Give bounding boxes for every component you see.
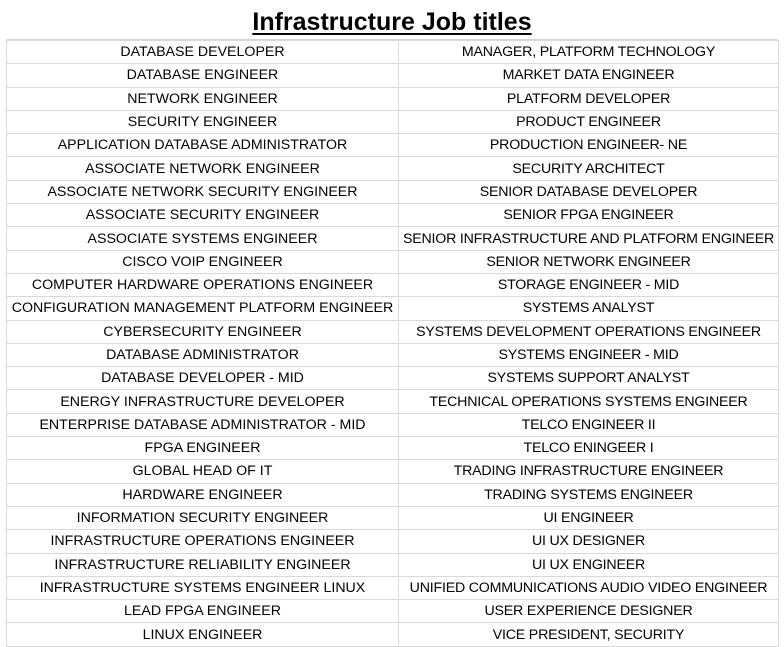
job-title-cell-col-a[interactable]: ENTERPRISE DATABASE ADMINISTRATOR - MID xyxy=(7,413,399,436)
job-title-cell-col-a[interactable]: DATABASE DEVELOPER - MID xyxy=(7,367,399,390)
job-title-cell-col-a[interactable]: NETWORK ENGINEER xyxy=(7,87,399,110)
job-titles-body xyxy=(7,41,779,647)
job-title-cell-col-b[interactable]: PRODUCTION ENGINEER- NE xyxy=(399,134,779,157)
job-title-cell-col-b[interactable]: TECHNICAL OPERATIONS SYSTEMS ENGINEER xyxy=(399,390,779,413)
job-title-cell-col-a[interactable]: ENERGY INFRASTRUCTURE DEVELOPER xyxy=(7,390,399,413)
job-title-cell-col-b[interactable]: SENIOR DATABASE DEVELOPER xyxy=(399,180,779,203)
table-row xyxy=(7,204,779,227)
job-title-cell-col-b[interactable]: SYSTEMS DEVELOPMENT OPERATIONS ENGINEER xyxy=(399,320,779,343)
job-title-cell-col-b[interactable]: SENIOR FPGA ENGINEER xyxy=(399,204,779,227)
job-title-cell-col-b[interactable]: UI ENGINEER xyxy=(399,506,779,529)
table-row xyxy=(7,320,779,343)
job-title-cell-col-a[interactable]: APPLICATION DATABASE ADMINISTRATOR xyxy=(7,134,399,157)
job-title-cell-col-a[interactable]: INFORMATION SECURITY ENGINEER xyxy=(7,506,399,529)
job-title-cell-col-a[interactable]: INFRASTRUCTURE RELIABILITY ENGINEER xyxy=(7,553,399,576)
job-title-cell-col-b[interactable]: VICE PRESIDENT, SECURITY xyxy=(399,623,779,646)
job-title-cell-col-a[interactable]: COMPUTER HARDWARE OPERATIONS ENGINEER xyxy=(7,273,399,296)
table-row xyxy=(7,250,779,273)
job-title-cell-col-b[interactable]: TELCO ENINGEER I xyxy=(399,437,779,460)
table-row xyxy=(7,367,779,390)
job-title-cell-col-b[interactable]: UNIFIED COMMUNICATIONS AUDIO VIDEO ENGINEER xyxy=(399,576,779,599)
job-title-cell-col-a[interactable]: CISCO VOIP ENGINEER xyxy=(7,250,399,273)
job-title-cell-col-b[interactable]: SENIOR NETWORK ENGINEER xyxy=(399,250,779,273)
table-row xyxy=(7,87,779,110)
job-title-cell-col-a[interactable]: CYBERSECURITY ENGINEER xyxy=(7,320,399,343)
job-title-cell-col-a[interactable]: FPGA ENGINEER xyxy=(7,437,399,460)
job-title-cell-col-a[interactable]: GLOBAL HEAD OF IT xyxy=(7,460,399,483)
table-row xyxy=(7,110,779,133)
table-row xyxy=(7,297,779,320)
table-row xyxy=(7,506,779,529)
job-title-cell-col-a[interactable]: ASSOCIATE SECURITY ENGINEER xyxy=(7,204,399,227)
table-row xyxy=(7,390,779,413)
table-row xyxy=(7,64,779,87)
job-title-cell-col-b[interactable]: SYSTEMS ANALYST xyxy=(399,297,779,320)
job-title-cell-col-b[interactable]: UI UX DESIGNER xyxy=(399,530,779,553)
job-title-cell-col-b[interactable]: MANAGER, PLATFORM TECHNOLOGY xyxy=(399,41,779,64)
table-row xyxy=(7,530,779,553)
table-row xyxy=(7,273,779,296)
job-title-cell-col-b[interactable]: USER EXPERIENCE DESIGNER xyxy=(399,600,779,623)
table-row xyxy=(7,413,779,436)
sheet-title[interactable]: Infrastructure Job titles xyxy=(6,0,778,40)
table-row xyxy=(7,553,779,576)
job-title-cell-col-b[interactable]: MARKET DATA ENGINEER xyxy=(399,64,779,87)
job-title-cell-col-b[interactable]: TRADING INFRASTRUCTURE ENGINEER xyxy=(399,460,779,483)
job-title-cell-col-b[interactable]: SYSTEMS ENGINEER - MID xyxy=(399,343,779,366)
job-title-cell-col-a[interactable]: DATABASE ADMINISTRATOR xyxy=(7,343,399,366)
job-title-cell-col-a[interactable]: DATABASE DEVELOPER xyxy=(7,41,399,64)
table-row xyxy=(7,576,779,599)
job-title-cell-col-b[interactable]: SENIOR INFRASTRUCTURE AND PLATFORM ENGINEER xyxy=(399,227,779,250)
table-row xyxy=(7,180,779,203)
table-row xyxy=(7,600,779,623)
table-row xyxy=(7,460,779,483)
job-title-cell-col-b[interactable]: PLATFORM DEVELOPER xyxy=(399,87,779,110)
job-title-cell-col-a[interactable]: HARDWARE ENGINEER xyxy=(7,483,399,506)
table-row xyxy=(7,134,779,157)
job-title-cell-col-a[interactable]: ASSOCIATE SYSTEMS ENGINEER xyxy=(7,227,399,250)
job-title-cell-col-a[interactable]: INFRASTRUCTURE OPERATIONS ENGINEER xyxy=(7,530,399,553)
job-title-cell-col-a[interactable]: CONFIGURATION MANAGEMENT PLATFORM ENGINEER xyxy=(7,297,399,320)
table-row xyxy=(7,437,779,460)
job-title-cell-col-b[interactable]: SECURITY ARCHITECT xyxy=(399,157,779,180)
job-title-cell-col-b[interactable]: TELCO ENGINEER II xyxy=(399,413,779,436)
job-title-cell-col-a[interactable]: SECURITY ENGINEER xyxy=(7,110,399,133)
table-row xyxy=(7,157,779,180)
job-title-cell-col-b[interactable]: TRADING SYSTEMS ENGINEER xyxy=(399,483,779,506)
job-title-cell-col-a[interactable]: INFRASTRUCTURE SYSTEMS ENGINEER LINUX xyxy=(7,576,399,599)
table-row xyxy=(7,343,779,366)
job-title-cell-col-a[interactable]: DATABASE ENGINEER xyxy=(7,64,399,87)
job-titles-table xyxy=(6,40,779,647)
table-row xyxy=(7,623,779,646)
job-title-cell-col-a[interactable]: LINUX ENGINEER xyxy=(7,623,399,646)
job-title-cell-col-b[interactable]: STORAGE ENGINEER - MID xyxy=(399,273,779,296)
job-title-cell-col-b[interactable]: UI UX ENGINEER xyxy=(399,553,779,576)
job-title-cell-col-b[interactable]: SYSTEMS SUPPORT ANALYST xyxy=(399,367,779,390)
job-title-cell-col-a[interactable]: LEAD FPGA ENGINEER xyxy=(7,600,399,623)
table-row xyxy=(7,483,779,506)
job-title-cell-col-b[interactable]: PRODUCT ENGINEER xyxy=(399,110,779,133)
job-title-cell-col-a[interactable]: ASSOCIATE NETWORK ENGINEER xyxy=(7,157,399,180)
table-row xyxy=(7,227,779,250)
table-row xyxy=(7,41,779,64)
job-title-cell-col-a[interactable]: ASSOCIATE NETWORK SECURITY ENGINEER xyxy=(7,180,399,203)
